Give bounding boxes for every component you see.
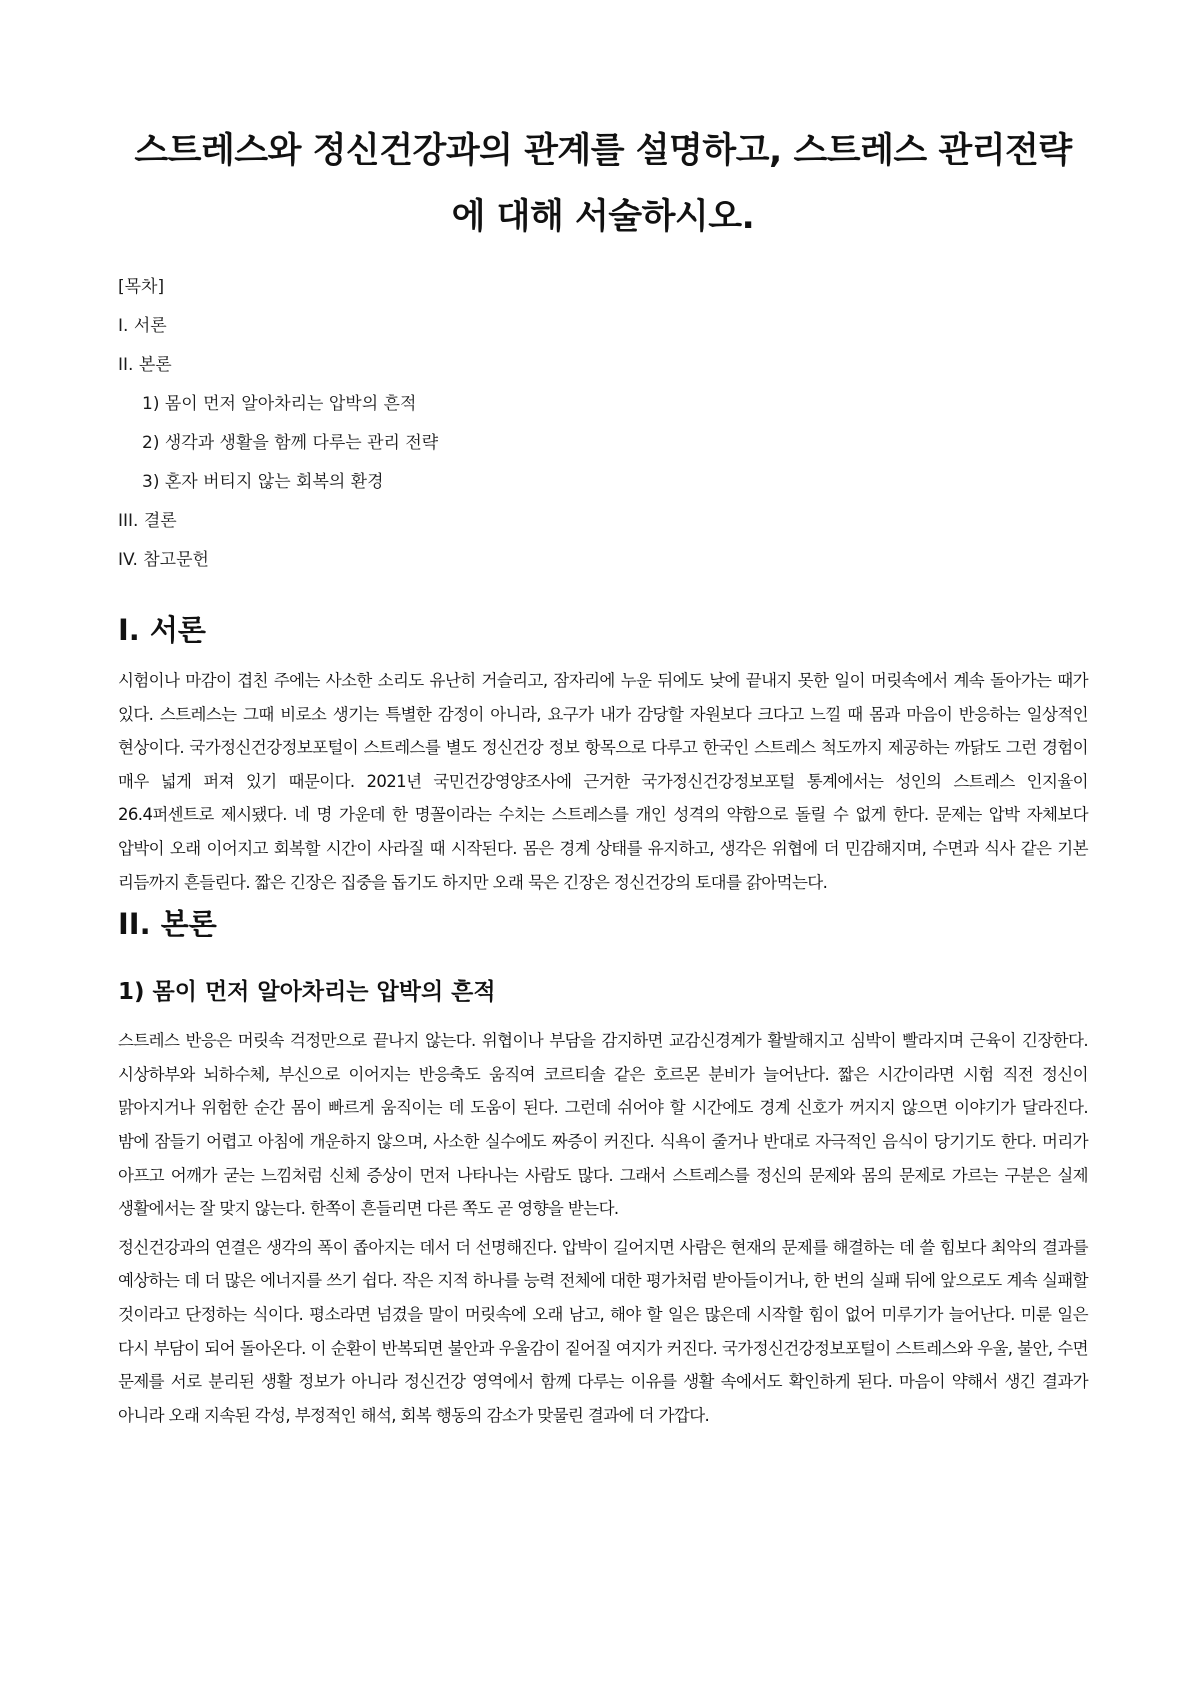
toc-item-body-sub3: 3) 혼자 버티지 않는 회복의 환경 <box>142 472 384 492</box>
body-sub1-paragraph-1: 스트레스 반응은 머릿속 걱정만으로 끝나지 않는다. 위협이나 부담을 감지하면 교감신경계가 활발해지고 심박이 빨라지며 근육이 긴장한다. 시상하부와 뇌하수체, 부신으로 이어지는 반응축도 움직여 코르티솔 같은 호르몬 분비가 늘어난다. 짧은 시간이라면 시험 직전 정신이 맑아지거나 위험한 순간 몸이 빠르게 움직이는 데 도움이 된다. 그런데 쉬어야 할 시간에도 경계 신호가 꺼지지 않으면 이야기가 달라진다. 밤에 잠들기 어렵고 아침에 개운하지 않으며, 사소한 실수에도 짜증이 커진다. 식욕이 줄거나 반대로 자극적인 음식이 당기기도 한다. 머리가 아프고 어깨가 굳는 느낌처럼 신체 증상이 먼저 나타나는 사람도 많다. 그래서 스트레스를 정신의 문제와 몸의 문제로 가르는 구분은 실제 생활에서는 잘 맞지 않는다. 한쪽이 흔들리면 다른 쪽도 곧 영향을 받는다. <box>118 1031 1088 1219</box>
toc-item-intro: I. 서론 <box>118 316 167 336</box>
body-sub1-paragraph-2: 정신건강과의 연결은 생각의 폭이 좁아지는 데서 더 선명해진다. 압박이 길어지면 사람은 현재의 문제를 해결하는 데 쓸 힘보다 최악의 결과를 예상하는 데 더 많은 에너지를 쓰기 쉽다. 작은 지적 하나를 능력 전체에 대한 평가처럼 받아들이거나, 한 번의 실패 뒤에 앞으로도 계속 실패할 것이라고 단정하는 식이다. 평소라면 넘겼을 말이 머릿속에 오래 남고, 해야 할 일은 많은데 시작할 힘이 없어 미루기가 늘어난다. 미룬 일은 다시 부담이 되어 돌아온다. 이 순환이 반복되면 불안과 우울감이 짙어질 여지가 커진다. 국가정신건강정보포털이 스트레스와 우울, 불안, 수면 문제를 서로 분리된 생활 정보가 아니라 정신건강 영역에서 함께 다루는 이유를 생활 속에서도 확인하게 된다. 마음이 약해서 생긴 결과가 아니라 오래 지속된 각성, 부정적인 해석, 회복 행동의 감소가 맞물린 결과에 더 가깝다. <box>118 1237 1088 1425</box>
toc-item-conclusion: III. 결론 <box>118 511 177 531</box>
document-title: 스트레스와 정신건강과의 관계를 설명하고, 스트레스 관리전략에 대해 서술하시오. <box>134 131 1072 237</box>
toc-heading: [목차] <box>118 277 165 297</box>
body-sub1-heading: 1) 몸이 먼저 알아차리는 압박의 흔적 <box>118 979 496 1006</box>
toc-item-body-sub2: 2) 생각과 생활을 함께 다루는 관리 전략 <box>142 433 439 453</box>
intro-paragraph: 시험이나 마감이 겹친 주에는 사소한 소리도 유난히 거슬리고, 잠자리에 누운 뒤에도 낮에 끝내지 못한 일이 머릿속에서 계속 돌아가는 때가 있다. 스트레스는 그때 비로소 생기는 특별한 감정이 아니라, 요구가 내가 감당할 자원보다 크다고 느낄 때 몸과 마음이 반응하는 일상적인 현상이다. 국가정신건강정보포털이 스트레스를 별도 정신건강 정보 항목으로 다루고 한국인 스트레스 척도까지 제공하는 까닭도 그런 경험이 매우 넓게 퍼져 있기 때문이다. 2021년 국민건강영양조사에 근거한 국가정신건강정보포털 통계에서는 성인의 스트레스 인지율이 26.4퍼센트로 제시됐다. 네 명 가운데 한 명꼴이라는 수치는 스트레스를 개인 성격의 약함으로 돌릴 수 없게 한다. 문제는 압박 자체보다 압박이 오래 이어지고 회복할 시간이 사라질 때 시작된다. 몸은 경계 상태를 유지하고, 생각은 위협에 더 민감해지며, 수면과 식사 같은 기본 리듬까지 흔들린다. 짧은 긴장은 집중을 돕기도 하지만 오래 묵은 긴장은 정신건강의 토대를 갉아먹는다. <box>118 671 1088 892</box>
intro-heading: I. 서론 <box>118 613 206 647</box>
toc-item-body-sub1: 1) 몸이 먼저 알아차리는 압박의 흔적 <box>142 394 417 414</box>
table-of-contents <box>118 268 1088 580</box>
toc-item-references: IV. 참고문헌 <box>118 550 209 570</box>
body-section <box>118 904 1088 1432</box>
body-heading: II. 본론 <box>118 907 217 942</box>
toc-item-body: II. 본론 <box>118 355 172 375</box>
intro-section <box>118 610 1088 899</box>
